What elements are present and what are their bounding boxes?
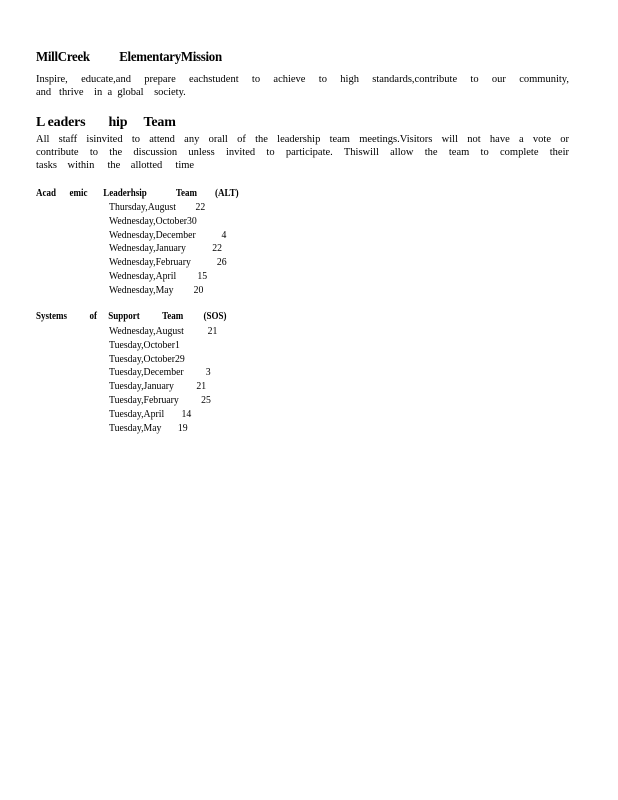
meeting-date-item (109, 380, 207, 394)
meeting-date-number: 25 (201, 394, 211, 406)
mission-paragraph (36, 73, 569, 99)
meeting-day: Wednesday,August (109, 326, 184, 337)
meeting-date-item (109, 366, 211, 380)
meeting-date-item (109, 215, 197, 229)
sos-meeting-dates (109, 325, 218, 435)
meeting-day: Wednesday,April (109, 270, 177, 282)
meeting-day: Thursday,August (109, 202, 176, 213)
meeting-day: Tuesday,April (109, 408, 165, 420)
meeting-day: Tuesday,February (109, 394, 179, 406)
mission-heading: MillCreek ElementaryMission (36, 50, 222, 65)
leadership-line-1: All staff isinvited to attend any orall of the leadership team meetings.Visitors will not have a vote or (36, 134, 569, 145)
meeting-date-item (109, 339, 185, 353)
meeting-date-number: 20 (193, 284, 204, 296)
meeting-date-item (109, 256, 227, 270)
leadership-paragraph (36, 133, 569, 172)
meeting-date-item (109, 353, 185, 367)
meeting-date-number: 4 (221, 229, 227, 241)
meeting-date-number: 19 (177, 422, 188, 434)
leadership-line-2: contribute to the discussion unless invited to participate. Thiswill allow the team to complete their (36, 147, 569, 158)
meeting-day: Tuesday,December (109, 367, 184, 379)
meeting-day: Wednesday,October30 (109, 215, 197, 227)
mission-line-1: Inspire, educate,and prepare eachstudent to achieve to high standards,contribute to our community, (36, 74, 569, 85)
alt-meeting-dates (109, 201, 227, 298)
meeting-date-number: 15 (197, 270, 208, 282)
meeting-day: Tuesday,October1 (109, 339, 180, 351)
meeting-date-number: 3 (205, 367, 211, 379)
meeting-date-number: 22 (212, 243, 222, 255)
meeting-day: Wednesday,December (109, 229, 196, 241)
sos-heading: Systems of Support Team (SOS) (36, 311, 227, 322)
leadership-line-3: tasks within the allotted time (36, 160, 195, 171)
leadership-heading: L eaders hip Team (36, 115, 176, 130)
meeting-date-item (109, 270, 208, 284)
meeting-day: Tuesday,May (109, 422, 162, 434)
meeting-date-number: 21 (196, 381, 207, 393)
meeting-date-item (109, 422, 188, 436)
meeting-day: Wednesday,May (109, 284, 174, 296)
meeting-date-item (109, 394, 211, 408)
meeting-date-item (109, 229, 227, 243)
meeting-date-item (109, 408, 192, 422)
meeting-day: Tuesday,January (109, 381, 174, 393)
meeting-date-number: 26 (216, 257, 227, 269)
meeting-date-item (109, 201, 206, 215)
meeting-date-item (109, 242, 222, 256)
meeting-date-number: 22 (195, 202, 206, 213)
meeting-day: Wednesday,January (109, 243, 186, 255)
meeting-date-number: 21 (207, 326, 218, 337)
alt-heading: Acad emic Leaderhsip Team (ALT) (36, 188, 239, 199)
meeting-date-number: 14 (181, 408, 192, 420)
meeting-day: Tuesday,October29 (109, 353, 185, 365)
meeting-date-item (109, 325, 218, 339)
mission-line-2: and thrive in a global society. (36, 87, 186, 98)
meeting-date-item (109, 284, 204, 298)
meeting-day: Wednesday,February (109, 257, 191, 269)
